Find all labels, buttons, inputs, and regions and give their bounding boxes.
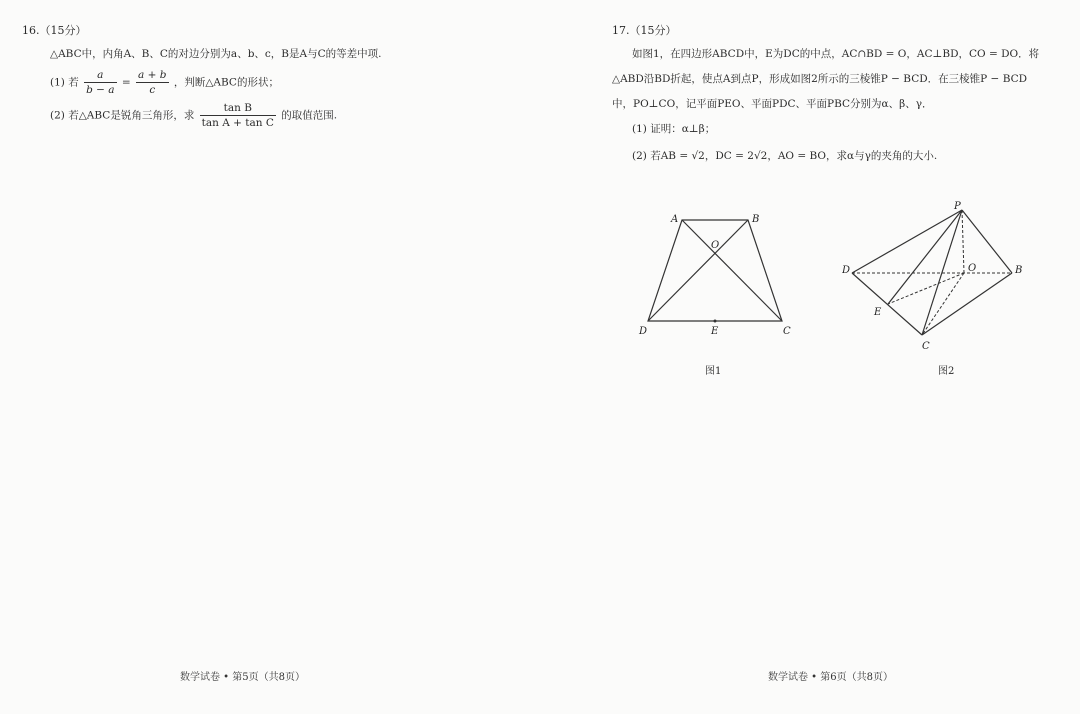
label-C: C — [922, 341, 930, 352]
question-17-line2: △ABD沿BD折起，使点A到点P，形成如图2所示的三棱锥P − BCD．在三棱锥P − BCD — [612, 73, 1028, 85]
label-A: A — [671, 214, 679, 225]
part1-suffix: ，判断△ABC的形状； — [173, 76, 279, 89]
label-D: D — [842, 265, 851, 276]
left-page-footer: 数学试卷 • 第5页（共8页） — [180, 672, 305, 683]
dashed-OC — [922, 273, 964, 335]
question-17-line3: 中，PO⊥CO，记平面PEO、平面PDC、平面PBC分别为α、β、γ． — [612, 98, 933, 110]
label-P: P — [954, 201, 961, 212]
label-D: D — [639, 326, 648, 337]
fraction-a-over-b-minus-a — [84, 68, 116, 97]
dashed-PO — [962, 210, 964, 273]
fraction-numerator: a — [84, 68, 116, 83]
dashed-OE — [888, 273, 964, 304]
question-17-number: 17.（15分） — [612, 24, 677, 37]
figure-2-pyramid — [842, 195, 1032, 355]
diagonal-BD — [648, 220, 748, 321]
question-16-part1 — [50, 68, 279, 97]
label-B: B — [1015, 265, 1023, 276]
equals-sign: = — [121, 76, 131, 89]
edge-BC — [922, 273, 1012, 335]
label-C: C — [783, 326, 791, 337]
question-17-part2: (2) 若AB = √2，DC = 2√2，AO = BO，求α与γ的夹角的大小. — [632, 150, 938, 162]
question-16-stem: △ABC中，内角A、B、C的对边分别为a、b、c，B是A与C的等差中项. — [50, 48, 382, 60]
fraction-a-plus-b-over-c — [136, 68, 168, 97]
question-17-part1: (1) 证明：α⊥β； — [632, 123, 716, 135]
point-E — [714, 320, 717, 323]
quad-ABCD — [648, 220, 782, 321]
edge-PD — [852, 210, 962, 273]
label-E: E — [874, 307, 882, 318]
right-page — [540, 0, 1080, 714]
fraction-numerator: tan B — [200, 101, 276, 116]
question-16-number: 16.（15分） — [22, 24, 87, 37]
fraction-numerator: a + b — [138, 69, 167, 81]
label-E: E — [711, 326, 719, 337]
label-B: B — [752, 214, 760, 225]
figure-2-caption: 图2 — [938, 366, 955, 377]
question-17-line1: 如图1，在四边形ABCD中，E为DC的中点，AC∩BD = O，AC⊥BD，CO = DO．将 — [632, 48, 1040, 60]
right-page-footer: 数学试卷 • 第6页（共8页） — [768, 672, 893, 683]
edge-PE — [888, 210, 962, 304]
fraction-denominator: c — [149, 84, 156, 96]
edge-DC — [852, 273, 922, 335]
question-16-part2 — [50, 101, 337, 130]
figure-1-caption: 图1 — [705, 366, 722, 377]
part1-prefix: (1) 若 — [50, 76, 79, 89]
label-O: O — [968, 263, 977, 274]
fraction-denominator: tan A + tan C — [201, 117, 274, 129]
part2-suffix: 的取值范围. — [281, 109, 338, 122]
label-O: O — [711, 240, 720, 251]
part2-prefix: (2) 若△ABC是锐角三角形，求 — [50, 109, 195, 122]
fraction-denominator: b − a — [86, 84, 115, 96]
figure-1-quadrilateral — [632, 205, 802, 345]
diagonal-AC — [682, 220, 782, 321]
fraction-tanB-over-sum — [200, 101, 276, 130]
